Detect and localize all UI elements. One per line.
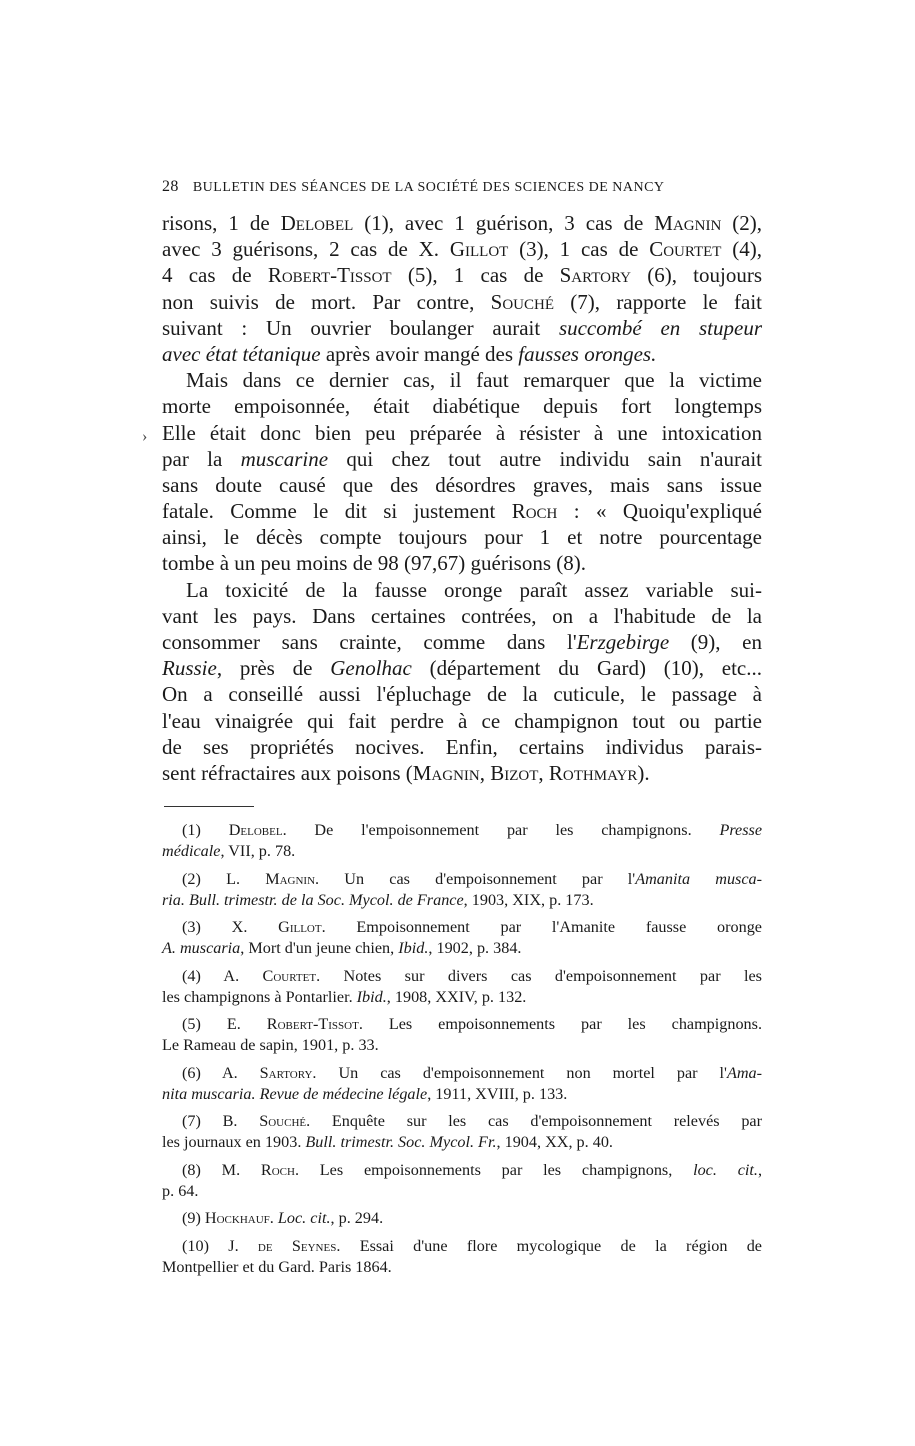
text-line: morte empoisonnée, était diabétique depuis fort longtemps: [162, 394, 762, 419]
footnote-7: (7) B. Souché. Enquête sur les cas d'empoisonnement relevés par les journaux en 1903. Bull. trimestr. Soc. Mycol. Fr., 1904, XX, p. 40.: [162, 1112, 762, 1151]
footnote-5: (5) E. Robert-Tissot. Les empoisonnements par les champignons. Le Rameau de sapin, 1901, p. 33.: [162, 1015, 762, 1054]
footnote-rule: [164, 806, 254, 807]
text-line: fatale. Comme le dit si justement Roch : « Quoiqu'expliqué: [162, 499, 762, 524]
text-line: risons, 1 de Delobel (1), avec 1 guérison, 3 cas de Magnin (2),: [162, 211, 762, 235]
text-line: 4 cas de Robert-Tissot (5), 1 cas de Sartory (6), toujours: [162, 263, 763, 288]
text-line: avec état tétanique après avoir mangé des fausses oronges.: [162, 341, 657, 366]
text-line: non suivis de mort. Par contre, Souché (7), rapporte le fait: [162, 289, 762, 314]
italic-phrase: muscarine: [240, 446, 329, 471]
author-name: Rothmayr: [548, 760, 638, 785]
author-name: Delobel: [280, 211, 354, 235]
text-line: de ses propriétés nocives. Enfin, certains individus parais-: [162, 734, 762, 759]
italic-phrase: avec état tétanique: [162, 341, 321, 366]
author-name: Sartory: [559, 263, 631, 288]
italic-phrase: succombé en stupeur: [558, 315, 763, 340]
italic-phrase: Genolhac: [330, 656, 412, 681]
author-name: Courtet: [649, 237, 722, 262]
running-head: [162, 178, 762, 196]
author-name: Magnin: [412, 760, 480, 785]
footnotes: [162, 820, 762, 1284]
footnote-6: (6) A. Sartory. Un cas d'empoisonnement non mortel par l'Ama- nita muscaria. Revue de médecine légale, 1911, XVIII, p. 133.: [162, 1063, 762, 1103]
author-name: Souché: [490, 289, 555, 314]
text-line: sans doute causé que des désordres graves, mais sans issue: [162, 472, 762, 497]
italic-phrase: fausses oronges.: [518, 341, 657, 366]
text-line: suivant : Un ouvrier boulanger aurait succombé en stupeur: [162, 315, 763, 340]
text-line: On a conseillé aussi l'épluchage de la cuticule, le passage à: [162, 682, 762, 707]
italic-phrase: Erzgebirge: [576, 630, 670, 654]
footnote-9: (9) Hockhauf. Loc. cit., p. 294.: [182, 1209, 384, 1227]
text-line: avec 3 guérisons, 2 cas de X. Gillot (3), 1 cas de Courtet (4),: [162, 237, 762, 262]
author-name: Gillot: [449, 237, 509, 262]
footnote-4: (4) A. Courtet. Notes sur divers cas d'empoisonnement par les les champignons à Pontarlier. Ibid., 1908, XXIV, p. 132.: [162, 966, 762, 1006]
running-title: BULLETIN DES SÉANCES DE LA SOCIÉTÉ DES SCIENCES DE NANCY: [192, 180, 665, 195]
text-line: Elle était donc bien peu préparée à résister à une intoxication: [162, 420, 762, 445]
author-name: Robert-Tissot: [267, 263, 392, 288]
text-line: par la muscarine qui chez tout autre individu sain n'aurait: [162, 446, 762, 471]
text-line: La toxicité de la fausse oronge paraît assez variable sui-: [186, 577, 762, 602]
author-name: Roch: [511, 499, 558, 524]
footnote-3: (3) X. Gillot. Empoisonnement par l'Amanite fausse oronge A. muscaria, Mort d'un jeune chien, Ibid., 1902, p. 384.: [162, 918, 762, 957]
body-text: [162, 210, 762, 786]
footnote-8: (8) M. Roch. Les empoisonnements par les champignons, loc. cit., p. 64.: [162, 1160, 762, 1200]
author-name: Bizot: [490, 760, 539, 785]
author-name: Magnin: [654, 211, 722, 235]
footnote-2: (2) L. Magnin. Un cas d'empoisonnement par l'Amanita musca- ria. Bull. trimestr. de la Soc. Mycol. de France, 1903, XIX, p. 173.: [162, 869, 763, 909]
page-number: 28: [162, 178, 179, 195]
text-line: vant les pays. Dans certaines contrées, on a l'habitude de la: [162, 603, 762, 628]
text-line: sent réfractaires aux poisons (Magnin, Bizot, Rothmayr).: [162, 760, 650, 785]
footnote-1: (1) Delobel. De l'empoisonnement par les champignons. Presse médicale, VII, p. 78.: [162, 821, 763, 860]
text-line: Mais dans ce dernier cas, il faut remarquer que la victime: [186, 368, 762, 393]
text-line: Russie, près de Genolhac (département du Gard) (10), etc...: [162, 656, 762, 681]
footnote-10: (10) J. de Seynes. Essai d'une flore mycologique de la région de Montpellier et du Gard. Paris 1864.: [162, 1236, 762, 1276]
text-line: l'eau vinaigrée qui fait perdre à ce champignon tout ou partie: [162, 708, 762, 733]
text-line: ainsi, le décès compte toujours pour 1 et notre pourcentage: [162, 525, 762, 550]
text-line: consommer sans crainte, comme dans l'Erzgebirge (9), en: [162, 630, 762, 654]
text-line: tombe à un peu moins de 98 (97,67) guérisons (8).: [162, 551, 587, 576]
italic-phrase: Russie: [162, 656, 217, 681]
margin-mark: ›: [142, 428, 148, 445]
